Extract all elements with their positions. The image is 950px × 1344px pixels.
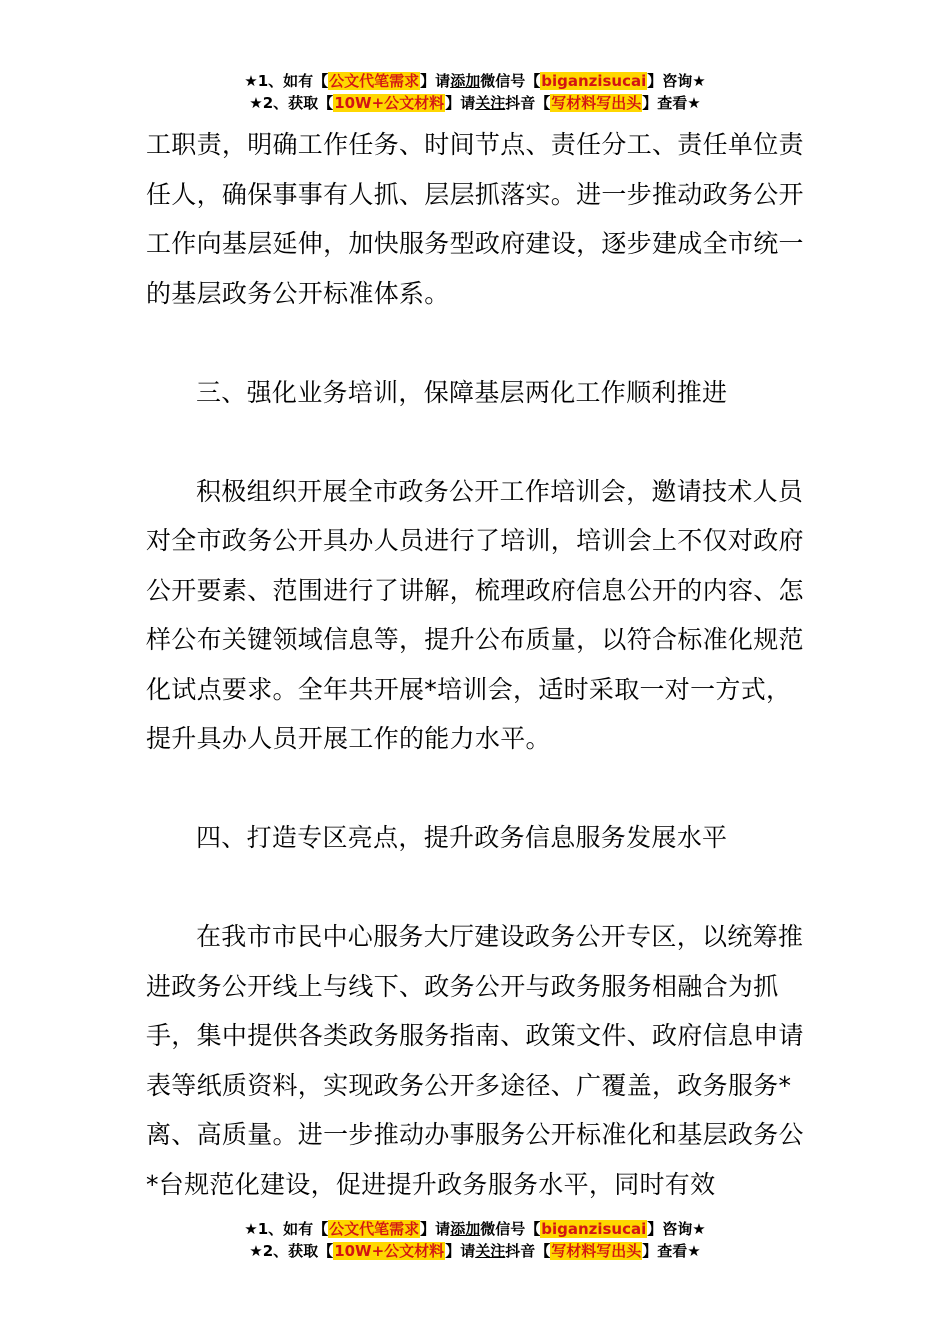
header-banner <box>0 70 950 114</box>
banner-text: 】请 <box>420 72 451 90</box>
section-heading-3: 三、强化业务培训，保障基层两化工作顺利推进 <box>196 377 728 407</box>
banner-highlight: 公文代笔需求 <box>329 1220 420 1238</box>
banner-underlined-text: 关注 <box>475 1242 506 1260</box>
paragraph-gap <box>146 863 808 913</box>
paragraph-2: 积极组织开展全市政务公开工作培训会，邀请技术人员对全市政务公开具办人员进行了培训，培训会上不仅对政府公开要素、范围进行了讲解，梳理政府信息公开的内容、怎样公布关键领域信息等，提升公布质量，以符合标准化规范化试点要求。全年共开展*培训会，适时采取一对一方式，提升具办人员开展工作的能力水平。 <box>146 476 804 753</box>
banner-text: 抖音【 <box>505 94 551 112</box>
paragraph-gap <box>146 318 808 368</box>
paragraph-3: 在我市市民中心服务大厅建设政务公开专区，以统筹推进政务公开线上与线下、政务公开与政务服务相融合为抓手，集中提供各类政务服务指南、政策文件、政府信息申请表等纸质资料，实现政务公开多途径、广覆盖，政务服务*离、高质量。进一步推动办事服务公开标准化和基层政务公*台规范化建设，促进提升政务服务水平，同时有效 <box>146 922 804 1199</box>
banner-highlight: 公文代笔需求 <box>329 72 420 90</box>
banner-highlight: 10W+公文材料 <box>334 94 445 112</box>
banner-text: 】请 <box>420 1220 451 1238</box>
banner-text: ★1、如有【 <box>244 72 329 90</box>
paragraph-gap <box>146 417 808 467</box>
banner-text: 微信号【 <box>480 72 541 90</box>
banner-underlined-text: 添加 <box>450 1220 481 1238</box>
banner-highlight: 写材料写出头 <box>551 1242 642 1260</box>
banner-text: ★2、获取【 <box>249 94 334 112</box>
banner-underlined-text: 关注 <box>475 94 506 112</box>
banner-text: ★1、如有【 <box>244 1220 329 1238</box>
banner-text: ★2、获取【 <box>249 1242 334 1260</box>
section-heading-4: 四、打造专区亮点，提升政务信息服务发展水平 <box>196 823 728 852</box>
banner-highlight: biganzisucai <box>541 1220 647 1238</box>
banner-highlight: biganzisucai <box>541 72 647 90</box>
banner-text: 】咨询★ <box>647 1220 706 1238</box>
banner-line-1 <box>0 1218 950 1240</box>
banner-text: 】咨询★ <box>647 72 706 90</box>
banner-line-1 <box>0 70 950 92</box>
footer-banner <box>0 1218 950 1262</box>
banner-line-2 <box>0 92 950 114</box>
banner-text: 】请 <box>445 94 476 112</box>
paragraph-1: 工职责，明确工作任务、时间节点、责任分工、责任单位责任人，确保事事有人抓、层层抓落实。进一步推动政务公开工作向基层延伸，加快服务型政府建设，逐步建成全市统一的基层政务公开标准体系。 <box>146 130 804 308</box>
banner-highlight: 写材料写出头 <box>551 94 642 112</box>
paragraph-gap <box>146 764 808 814</box>
banner-highlight: 10W+公文材料 <box>334 1242 445 1260</box>
banner-text: 】请 <box>445 1242 476 1260</box>
document-body <box>146 120 808 1209</box>
banner-text: 】查看★ <box>642 1242 701 1260</box>
banner-text: 】查看★ <box>642 94 701 112</box>
banner-line-2 <box>0 1240 950 1262</box>
banner-underlined-text: 添加 <box>450 72 481 90</box>
banner-text: 抖音【 <box>505 1242 551 1260</box>
banner-text: 微信号【 <box>480 1220 541 1238</box>
